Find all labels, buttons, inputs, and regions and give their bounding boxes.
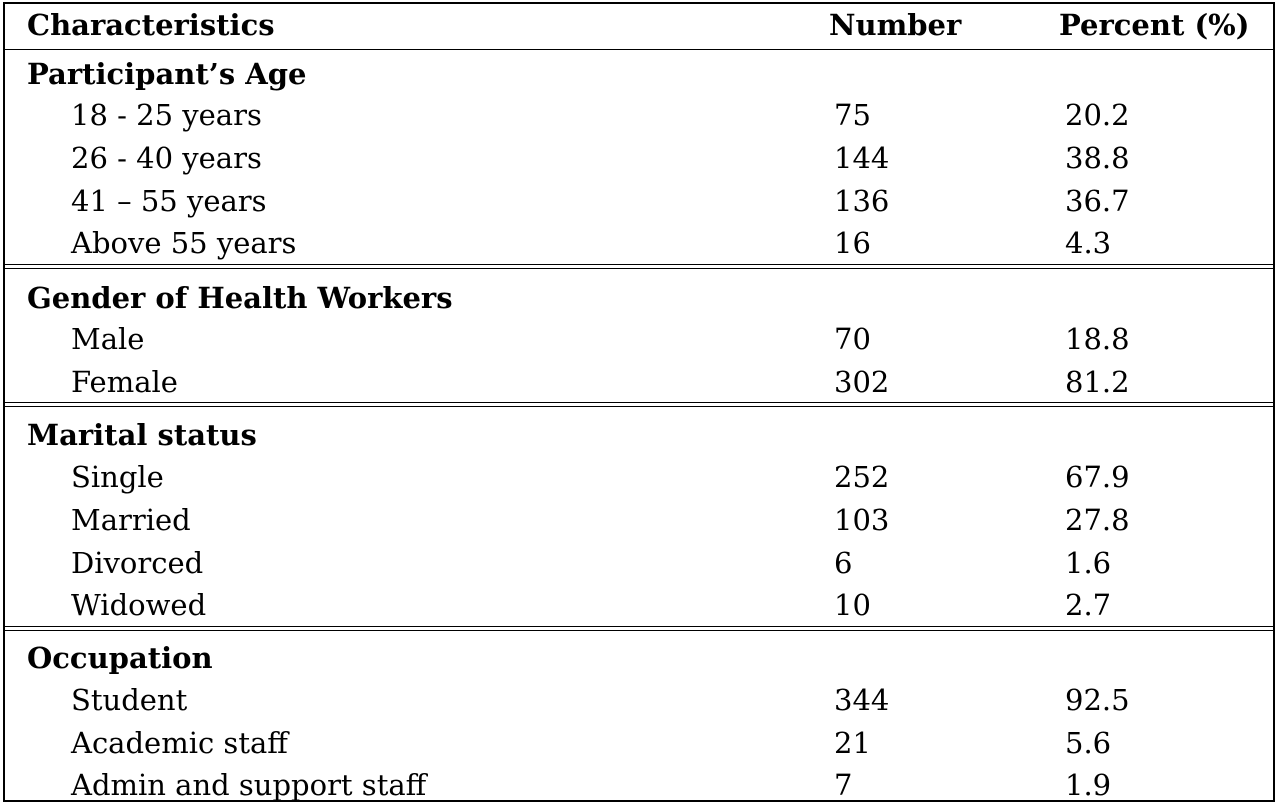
characteristics-table [3, 2, 1275, 802]
row-number: 252 [834, 460, 890, 494]
row-number: 103 [834, 503, 890, 537]
row-percent: 1.6 [1065, 546, 1112, 580]
row-number: 6 [834, 546, 853, 580]
row-number: 344 [834, 683, 890, 717]
row-label: 26 - 40 years [71, 141, 262, 175]
table-row [5, 137, 1273, 179]
table-row [5, 318, 1273, 360]
table-row [5, 542, 1273, 584]
section-title-row [5, 414, 1273, 456]
row-label: Widowed [71, 588, 207, 622]
row-label: Male [71, 322, 145, 356]
row-number: 70 [834, 322, 871, 356]
row-percent: 38.8 [1065, 141, 1130, 175]
row-number: 302 [834, 365, 890, 399]
row-number: 144 [834, 141, 890, 175]
row-number: 75 [834, 98, 871, 132]
row-number: 10 [834, 588, 871, 622]
section-title: Gender of Health Workers [27, 281, 453, 315]
row-percent: 18.8 [1065, 322, 1130, 356]
section-divider [5, 402, 1273, 407]
table-row [5, 222, 1273, 264]
row-label: Single [71, 460, 164, 494]
table-row [5, 499, 1273, 541]
table-header-row [5, 4, 1273, 46]
header-percent: Percent (%) [1059, 8, 1250, 42]
section-divider [5, 264, 1273, 269]
row-label: Student [71, 683, 188, 717]
section-title-row [5, 277, 1273, 319]
header-characteristics: Characteristics [27, 8, 275, 42]
table-row [5, 722, 1273, 764]
row-percent: 67.9 [1065, 460, 1130, 494]
row-label: Above 55 years [71, 226, 297, 260]
row-percent: 81.2 [1065, 365, 1130, 399]
row-label: Academic staff [71, 726, 288, 760]
table-row [5, 456, 1273, 498]
row-number: 21 [834, 726, 871, 760]
row-label: 18 - 25 years [71, 98, 262, 132]
section-divider [5, 626, 1273, 631]
row-percent: 36.7 [1065, 184, 1130, 218]
row-percent: 20.2 [1065, 98, 1130, 132]
row-percent: 27.8 [1065, 503, 1130, 537]
row-label: 41 – 55 years [71, 184, 267, 218]
table-row [5, 679, 1273, 721]
header-divider [5, 49, 1273, 50]
row-number: 16 [834, 226, 871, 260]
row-label: Married [71, 503, 191, 537]
header-number: Number [829, 8, 962, 42]
section-title: Participant’s Age [27, 57, 307, 91]
row-percent: 5.6 [1065, 726, 1112, 760]
row-number: 136 [834, 184, 890, 218]
section-title-row [5, 637, 1273, 679]
row-label: Divorced [71, 546, 204, 580]
section-title-row [5, 53, 1273, 95]
row-number: 7 [834, 768, 853, 802]
table-row [5, 180, 1273, 222]
table-row [5, 584, 1273, 626]
section-title: Occupation [27, 641, 213, 675]
row-label: Admin and support staff [71, 768, 427, 802]
row-percent: 2.7 [1065, 588, 1112, 622]
table-row [5, 94, 1273, 136]
row-percent: 92.5 [1065, 683, 1130, 717]
table-row [5, 361, 1273, 403]
section-title: Marital status [27, 418, 257, 452]
row-label: Female [71, 365, 178, 399]
row-percent: 1.9 [1065, 768, 1112, 802]
row-percent: 4.3 [1065, 226, 1112, 260]
table-row [5, 764, 1273, 806]
